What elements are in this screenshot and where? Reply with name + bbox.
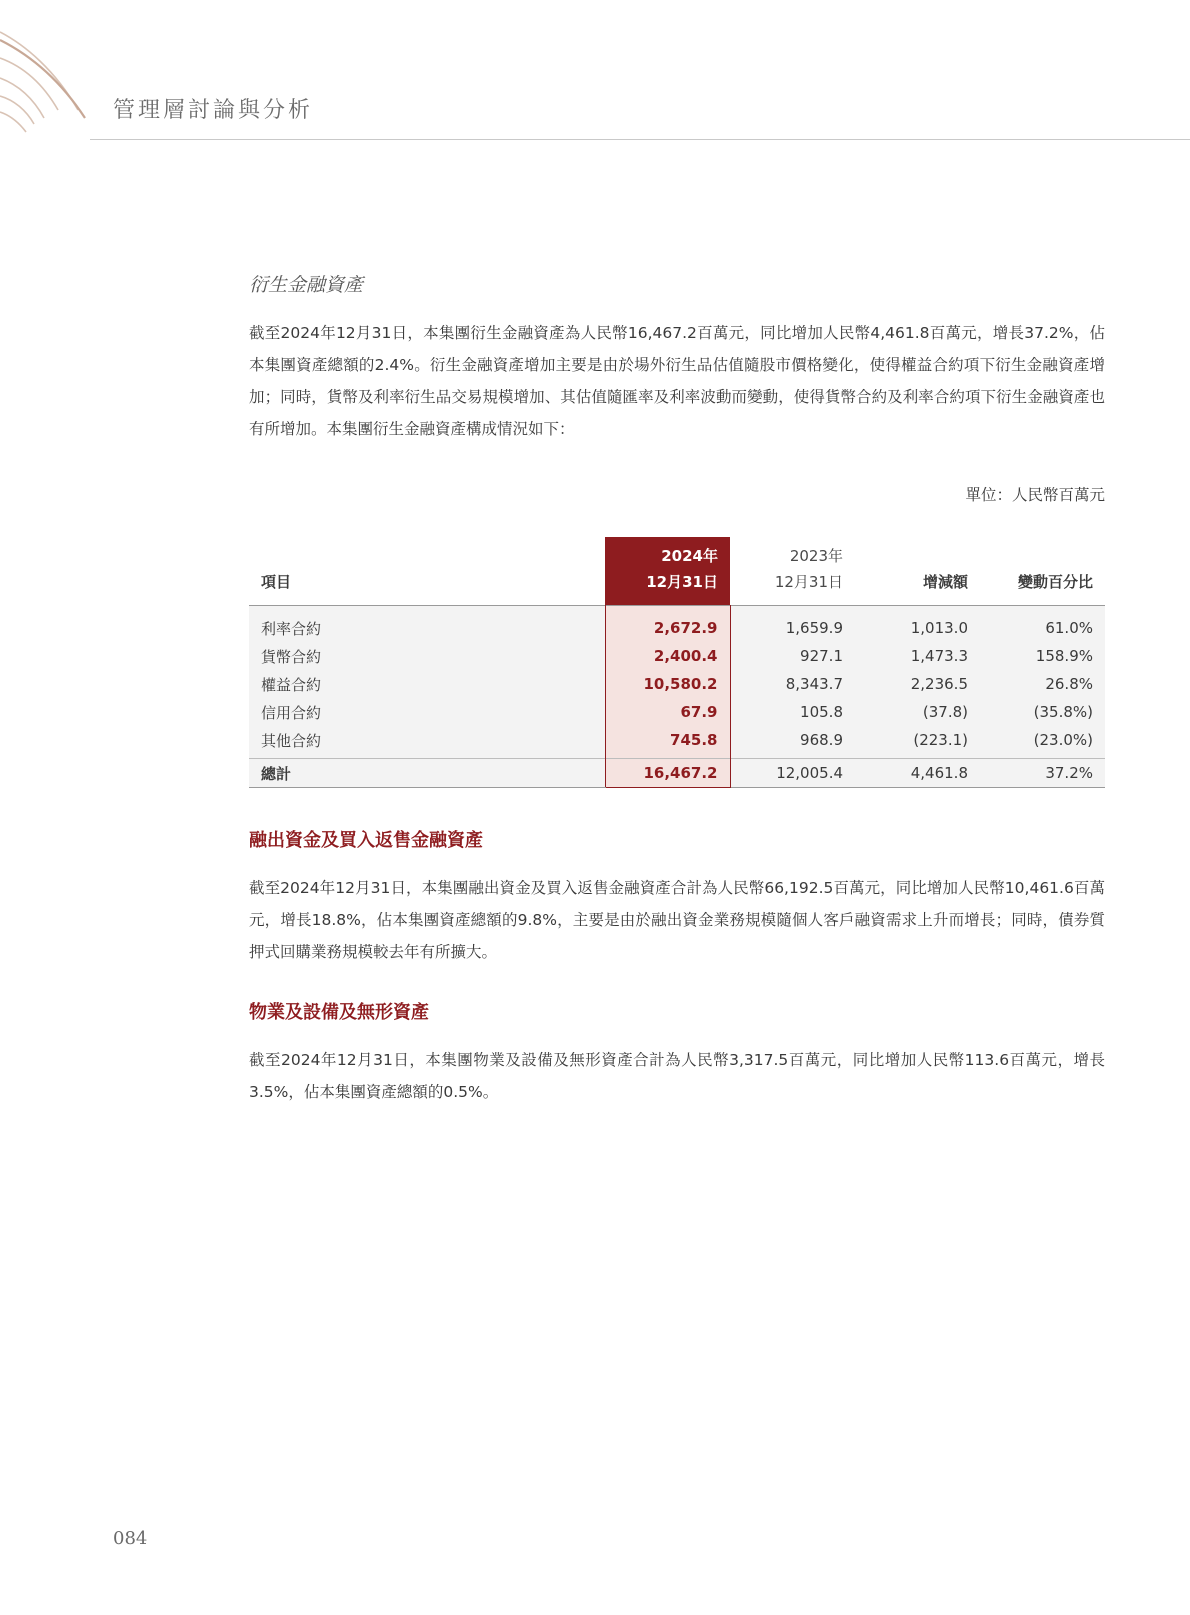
header-divider (90, 139, 1190, 140)
page-header-title: 管理層討論與分析 (113, 98, 314, 123)
row-value-2024: 10,580.2 (605, 670, 730, 698)
total-change: 4,461.8 (855, 759, 980, 788)
row-change: 1,013.0 (855, 606, 980, 643)
table-row (249, 726, 1105, 759)
financing-paragraph: 截至2024年12月31日，本集團融出資金及買入返售金融資產合計為人民幣66,192.5百萬元，同比增加人民幣10,461.6百萬元，增長18.8%，佔本集團資產總額的9.8%，主要是由於融出資金業務規模隨個人客戶融資需求上升而增長；同時，債券質押式回購業務規模較去年有所擴大。 (249, 879, 1105, 961)
main-content (249, 270, 1105, 1108)
row-percent: 26.8% (980, 670, 1105, 698)
row-value-2023: 1,659.9 (730, 606, 855, 643)
decorative-arcs (0, 0, 130, 150)
row-item: 權益合約 (249, 670, 605, 698)
page-number: 084 (113, 1528, 148, 1549)
row-percent: 61.0% (980, 606, 1105, 643)
derivatives-paragraph: 截至2024年12月31日，本集團衍生金融資產為人民幣16,467.2百萬元，同比增加人民幣4,461.8百萬元，增長37.2%，佔本集團資產總額的2.4%。衍生金融資產增加主要是由於場外衍生品估值隨股市價格變化，使得權益合約項下衍生金融資產增加；同時，貨幣及利率衍生品交易規模增加、其估值隨匯率及利率波動而變動，使得貨幣合約及利率合約項下衍生金融資產也有所增加。本集團衍生金融資產構成情況如下： (249, 324, 1105, 438)
row-item: 貨幣合約 (249, 642, 605, 670)
table-row (249, 698, 1105, 726)
row-change: (37.8) (855, 698, 980, 726)
header-item: 項目 (261, 573, 292, 591)
derivatives-table (249, 537, 1105, 788)
row-value-2023: 968.9 (730, 726, 855, 759)
financing-section (249, 826, 1105, 968)
row-item: 其他合約 (249, 726, 605, 759)
table-header-row (249, 537, 1105, 606)
header-2023 (730, 537, 855, 606)
table-row (249, 670, 1105, 698)
header-2023-date: 12月31日 (774, 573, 843, 591)
table-total-row (249, 759, 1105, 788)
header-2023-year: 2023年 (789, 547, 843, 565)
row-value-2023: 8,343.7 (730, 670, 855, 698)
table-row (249, 642, 1105, 670)
header-2024 (605, 537, 730, 606)
total-value-2023: 12,005.4 (730, 759, 855, 788)
financing-section-title: 融出資金及買入返售金融資產 (249, 830, 483, 851)
property-section (249, 998, 1105, 1108)
row-percent: (23.0%) (980, 726, 1105, 759)
row-item: 利率合約 (249, 606, 605, 643)
row-value-2023: 927.1 (730, 642, 855, 670)
row-value-2023: 105.8 (730, 698, 855, 726)
row-item: 信用合約 (249, 698, 605, 726)
total-item: 總計 (249, 759, 605, 788)
header-change: 增減額 (922, 573, 968, 591)
table-row (249, 606, 1105, 643)
row-change: 1,473.3 (855, 642, 980, 670)
unit-label: 單位：人民幣百萬元 (965, 486, 1105, 504)
row-percent: 158.9% (980, 642, 1105, 670)
header-2024-year: 2024年 (661, 547, 718, 565)
row-change: 2,236.5 (855, 670, 980, 698)
header-2024-date: 12月31日 (646, 573, 718, 591)
row-change: (223.1) (855, 726, 980, 759)
total-value-2024: 16,467.2 (605, 759, 730, 788)
property-section-title: 物業及設備及無形資產 (249, 1002, 429, 1023)
derivatives-section-title: 衍生金融資產 (249, 274, 364, 296)
row-percent: (35.8%) (980, 698, 1105, 726)
row-value-2024: 745.8 (605, 726, 730, 759)
row-value-2024: 2,400.4 (605, 642, 730, 670)
row-value-2024: 67.9 (605, 698, 730, 726)
header-percent-change: 變動百分比 (1017, 573, 1093, 591)
total-percent: 37.2% (980, 759, 1105, 788)
property-paragraph: 截至2024年12月31日，本集團物業及設備及無形資產合計為人民幣3,317.5百萬元，同比增加人民幣113.6百萬元，增長3.5%，佔本集團資產總額的0.5%。 (249, 1051, 1105, 1101)
row-value-2024: 2,672.9 (605, 606, 730, 643)
